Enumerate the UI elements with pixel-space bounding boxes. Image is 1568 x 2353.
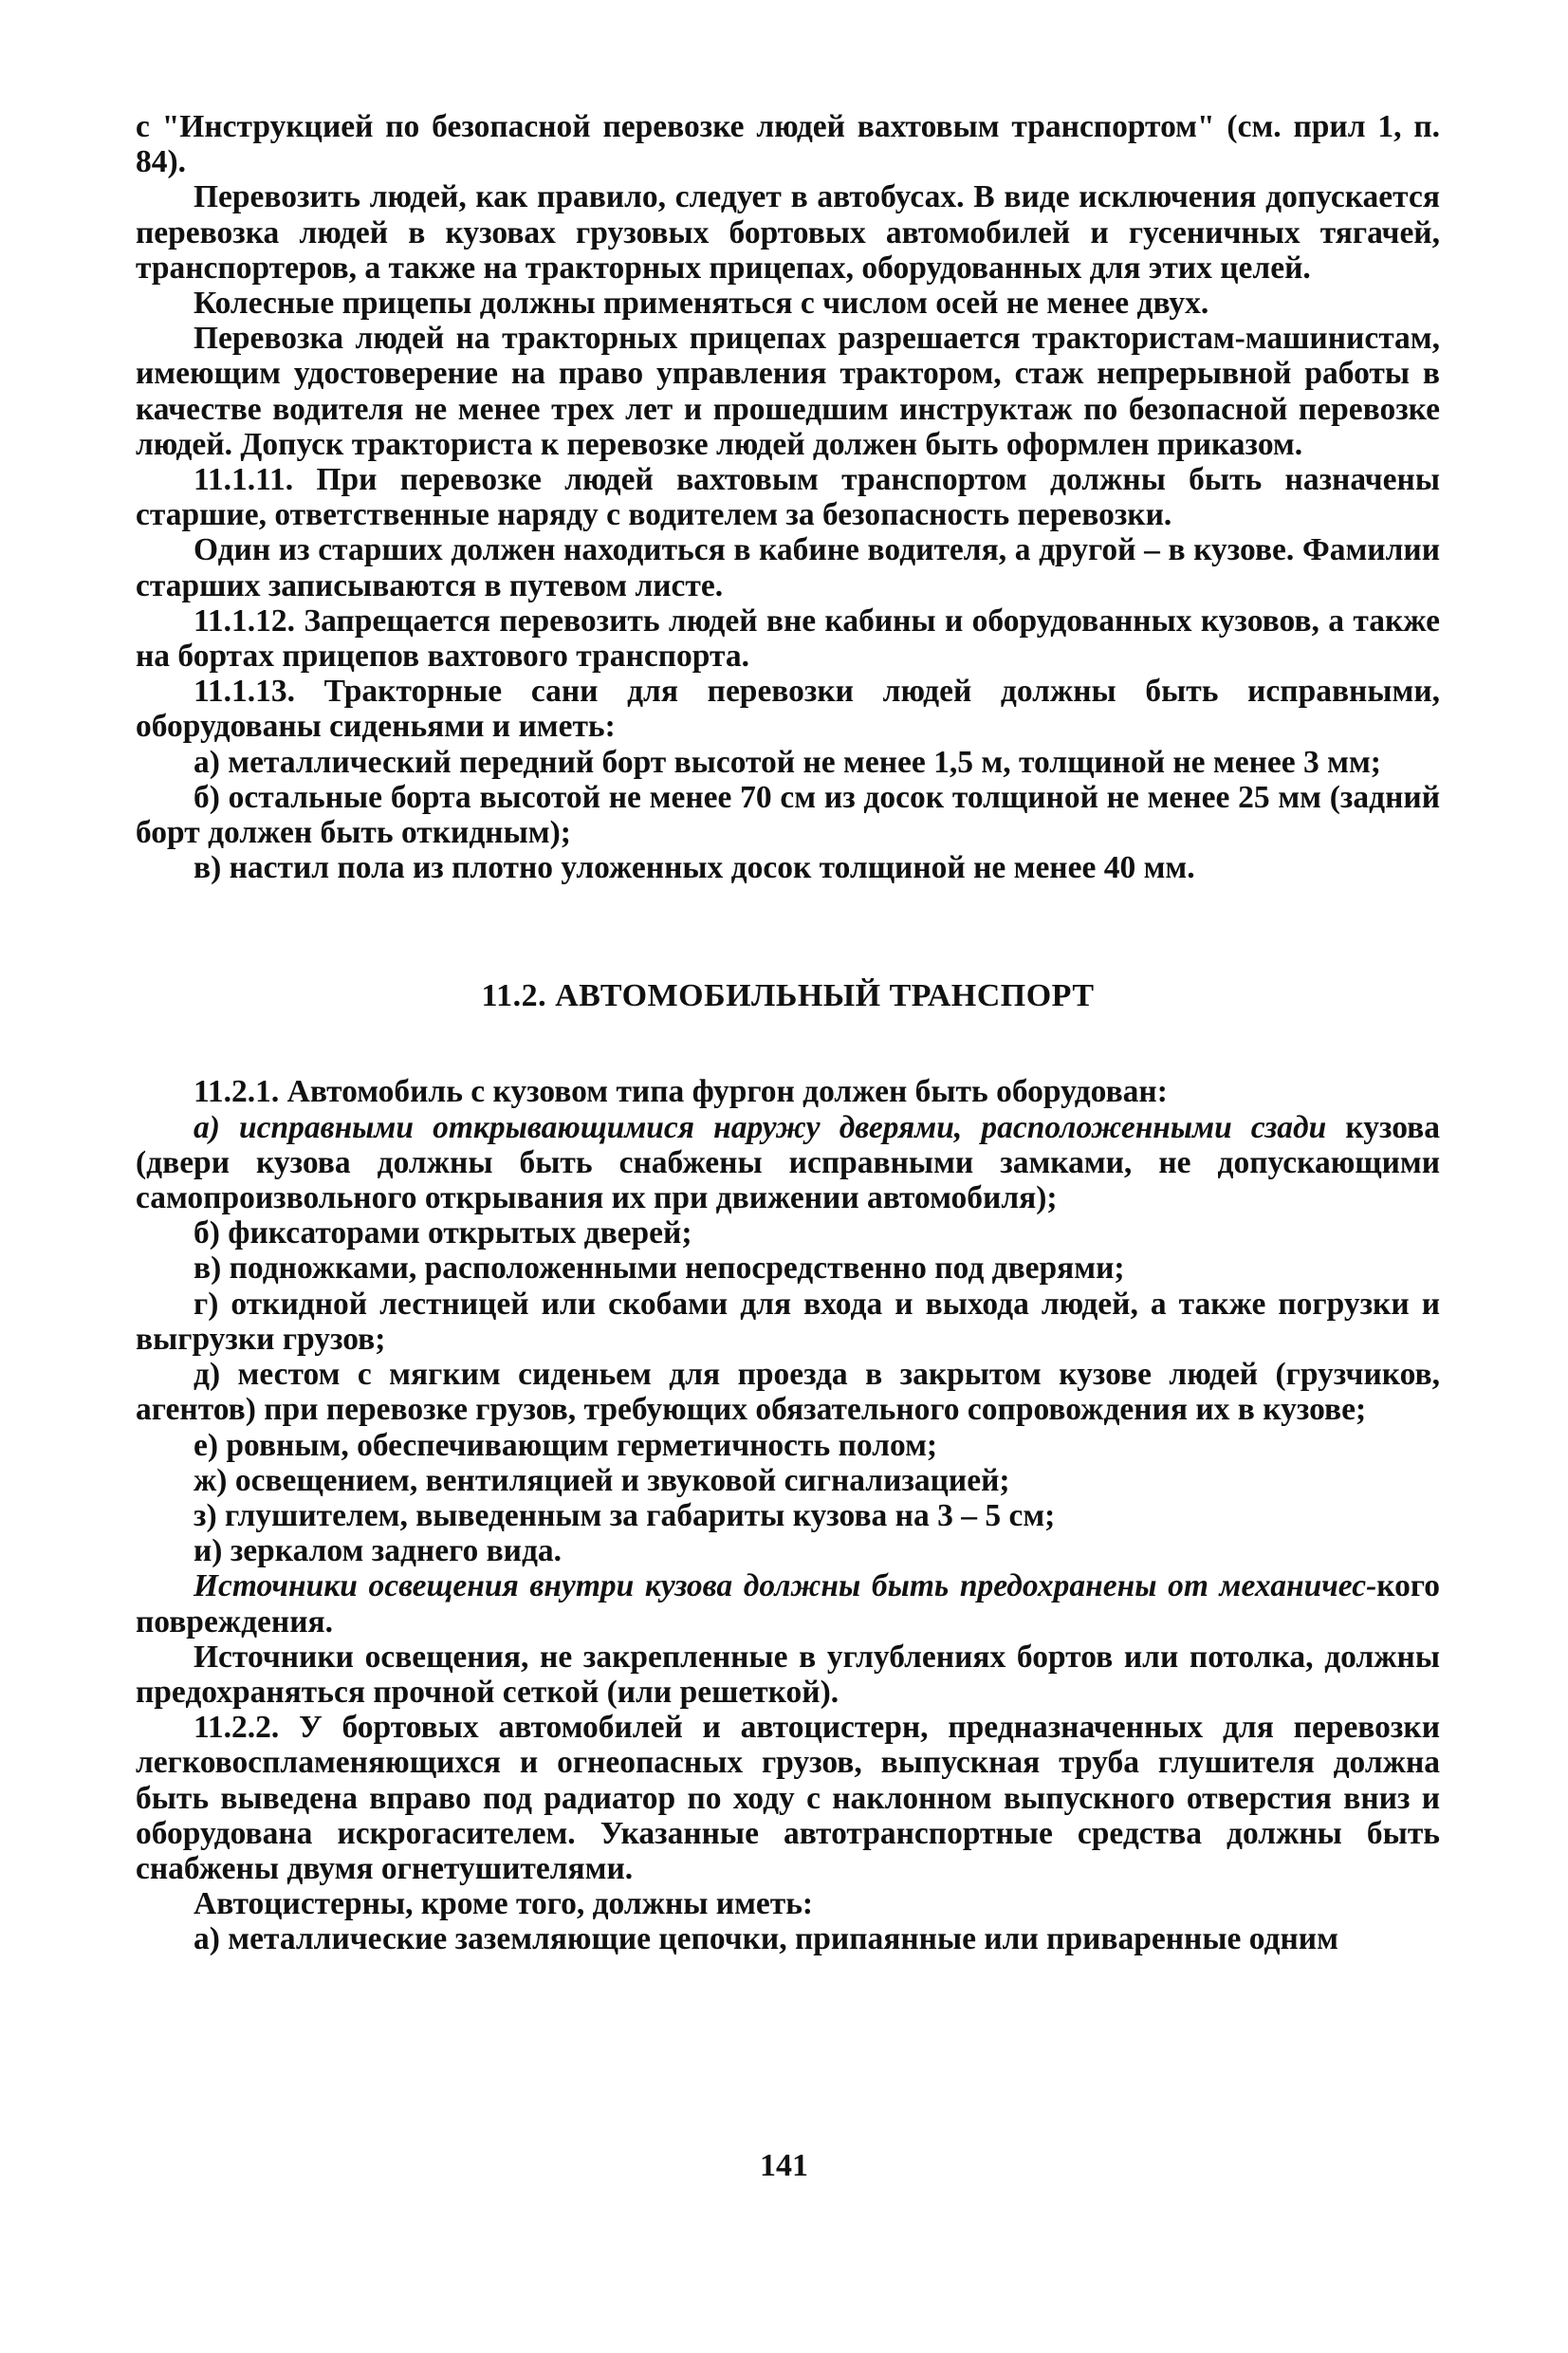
page-number: 141 (760, 2148, 808, 2183)
section-heading-block (136, 977, 1440, 1015)
list-item-v-footboards: в) подножками, расположенными непосредственно под дверями; (194, 1251, 1125, 1287)
list-item-g-ladder: г) откидной лестницей или скобами для входа и выхода людей, а также погрузки и выгрузки грузов; (136, 1286, 1440, 1357)
list-item-a-front-board: а) металлический передний борт высотой не менее 1,5 м, толщиной не менее 3 мм; (194, 744, 1381, 780)
paragraph-lighting-grid: Источники освещения, не закрепленные в углублениях бортов или потолка, должны предохраняться прочной сеткой (или решеткой). (136, 1639, 1440, 1710)
clause-11-2-1: 11.2.1. Автомобиль с кузовом типа фургон должен быть оборудован: (194, 1074, 1168, 1110)
list-item-v-floor: в) настил пола из плотно уложенных досок толщиной не менее 40 мм. (194, 850, 1195, 886)
list-item-e-floor: е) ровным, обеспечивающим герметичность полом; (194, 1427, 938, 1463)
list-item-a-grounding-chains: а) металлические заземляющие цепочки, припаянные или приваренные одним (194, 1921, 1338, 1957)
clause-11-1-12: 11.1.12. Запрещается перевозить людей вне кабины и оборудованных кузовов, а также на бортах прицепов вахтового транспорта. (136, 602, 1440, 675)
section-title: 11.2. АВТОМОБИЛЬНЫЙ ТРАНСПОРТ (481, 978, 1095, 1014)
paragraph-lighting-protection (136, 1568, 1440, 1639)
list-item-a-doors-italic: а) исправными открывающимися наружу дверями, расположенными сзади (194, 1109, 1327, 1145)
clause-11-2-2: 11.2.2. У бортовых автомобилей и автоцистерн, предназначенных для перевозки легковоспламеняющихся и огнеопасных грузов, выпускная труба глушителя должна быть выведена вправо под радиатор по ходу с наклонном выпускного отверстия вниз и оборудована искрогасителем. Указанные автотранспортные средства должны быть снабжены двумя огнетушителями. (136, 1710, 1440, 1886)
clause-11-1-11: 11.1.11. При перевозке людей вахтовым транспортом должны быть назначены старшие, ответственные наряду с водителем за безопасность перевозки. (136, 462, 1440, 533)
list-item-a-doors-rest: кузова (двери кузова должны быть снабжены исправными замками, не допускающими самопроизвольного открывания их при движении автомобиля); (136, 1109, 1440, 1216)
list-item-i-mirror: и) зеркалом заднего вида. (194, 1533, 563, 1569)
page-content (136, 109, 1440, 1957)
paragraph-lighting-protection-italic: Источники освещения внутри кузова должны быть предохранены от механичес- (194, 1568, 1377, 1604)
list-item-d-seat: д) местом с мягким сиденьем для проезда в закрытом кузове людей (грузчиков, агентов) при перевозке грузов, требующих обязательного сопровождения их в кузове; (136, 1357, 1440, 1428)
paragraph-wheeled-trailers: Колесные прицепы должны применяться с числом осей не менее двух. (194, 286, 1209, 322)
paragraph-transport-buses: Перевозить людей, как правило, следует в автобусах. В виде исключения допускается перевозка людей в кузовах грузовых бортовых автомобилей и гусеничных тягачей, транспортеров, а также на тракторных прицепах, оборудованных для этих целей. (136, 179, 1440, 286)
paragraph-senior-persons: Один из старших должен находиться в кабине водителя, а другой – в кузове. Фамилии старших записываются в путевом листе. (136, 532, 1440, 603)
clause-11-1-13: 11.1.13. Тракторные сани для перевозки людей должны быть исправными, оборудованы сиденьями и иметь: (136, 674, 1440, 745)
paragraph-tankers: Автоцистерны, кроме того, должны иметь: (194, 1886, 814, 1922)
list-item-z-muffler: з) глушителем, выведенным за габариты кузова на 3 – 5 см; (194, 1497, 1056, 1533)
list-item-zh-lighting: ж) освещением, вентиляцией и звуковой сигнализацией; (194, 1462, 1010, 1498)
list-item-b-door-latches: б) фиксаторами открытых дверей; (194, 1215, 692, 1251)
paragraph-instruction-reference: с "Инструкцией по безопасной перевозке людей вахтовым транспортом" (см. прил 1, п. 84). (136, 109, 1440, 180)
paragraph-tractor-trailers: Перевозка людей на тракторных прицепах разрешается трактористам-машинистам, имеющим удостоверение на право управления трактором, стаж непрерывной работы в качестве водителя не менее трех лет и прошедшим инструктаж по безопасной перевозке людей. Допуск тракториста к перевозке людей должен быть оформлен приказом. (136, 321, 1440, 462)
paragraph-lighting-protection-rest: кого повреждения. (136, 1568, 1440, 1640)
list-item-b-other-boards: б) остальные борта высотой не менее 70 см из досок толщиной не менее 25 мм (задний борт должен быть откидным); (136, 779, 1440, 851)
list-item-a-doors (136, 1110, 1440, 1216)
